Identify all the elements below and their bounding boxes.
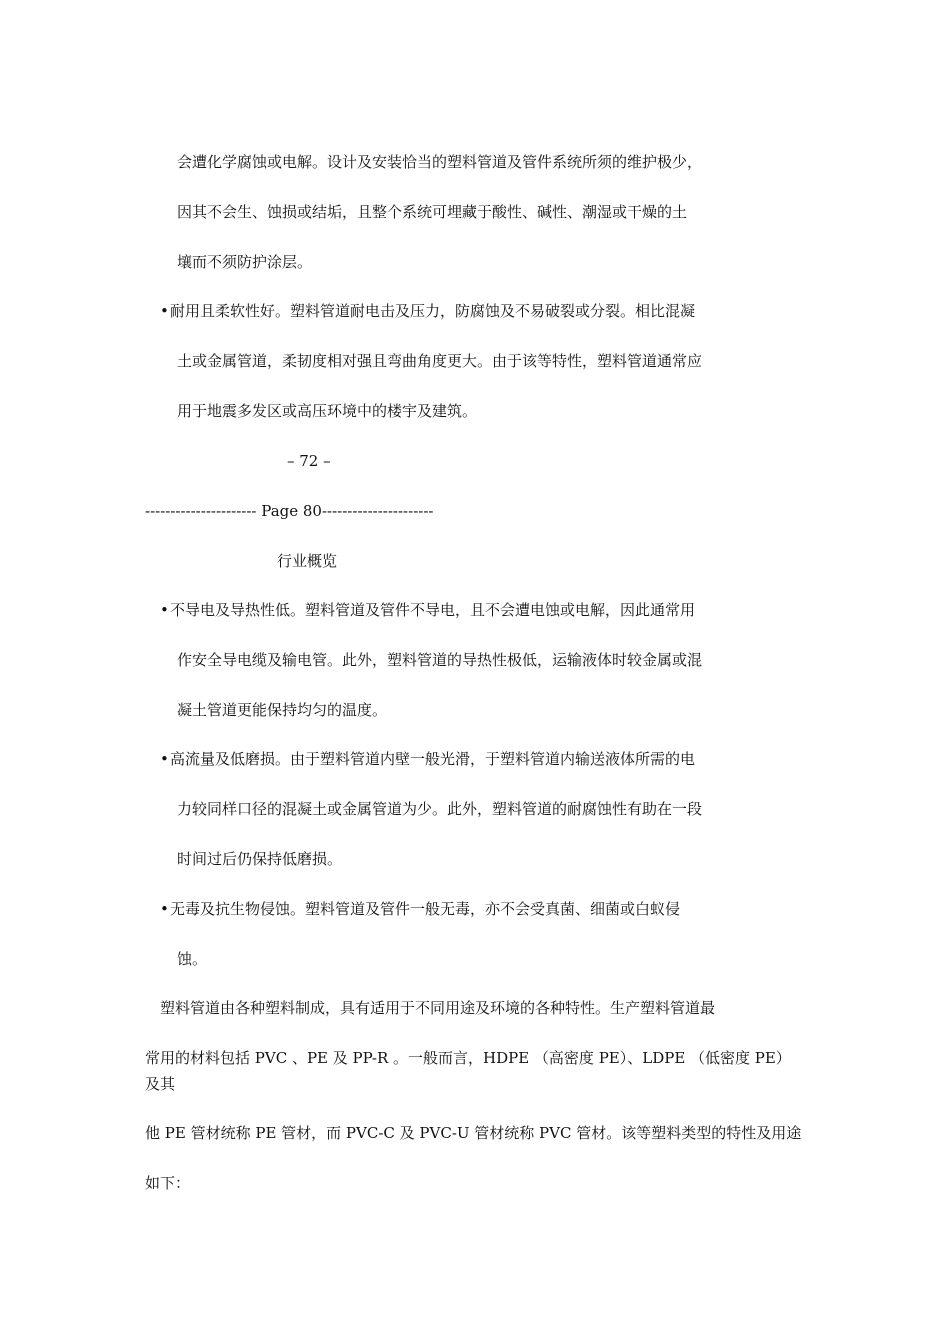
paragraph-line: 塑料管道由各种塑料制成，具有适用于不同用途及环境的各种特性。生产塑料管道最 — [160, 999, 716, 1017]
paragraph-line: 及其 — [145, 1075, 176, 1093]
paragraph-line: 会遭化学腐蚀或电解。设计及安装恰当的塑料管道及管件系统所须的维护极少， — [177, 153, 703, 171]
paragraph-line: 壤而不须防护涂层。 — [177, 253, 313, 271]
bullet-continuation: 凝土管道更能保持均匀的温度。 — [177, 701, 388, 719]
bullet-text: 耐用且柔软性好。塑料管道耐电击及压力，防腐蚀及不易破裂或分裂。相比混凝 — [170, 302, 696, 320]
bullet-item — [160, 749, 695, 769]
bullet-item — [160, 899, 680, 919]
bullet-item — [160, 600, 695, 620]
bullet-text: 高流量及低磨损。由于塑料管道内壁一般光滑，于塑料管道内输送液体所需的电 — [170, 750, 696, 768]
bullet-continuation: 作安全导电缆及输电管。此外，塑料管道的导热性极低，运输液体时较金属或混 — [177, 651, 703, 669]
bullet-continuation: 用于地震多发区或高压环境中的楼宇及建筑。 — [177, 402, 478, 420]
bullet-icon: • — [160, 302, 169, 320]
paragraph-line: 因其不会生、蚀损或结垢，且整个系统可埋藏于酸性、碱性、潮湿或干燥的土 — [177, 203, 688, 221]
bullet-item — [160, 301, 695, 321]
bullet-continuation: 时间过后仍保持低磨损。 — [177, 850, 343, 868]
page-separator: ---------------------- Page 80---------------------- — [145, 502, 434, 520]
bullet-icon: • — [160, 601, 169, 619]
bullet-continuation: 力较同样口径的混凝土或金属管道为少。此外，塑料管道的耐腐蚀性有助在一段 — [177, 800, 703, 818]
paragraph-line: 他 PE 管材统称 PE 管材，而 PVC-C 及 PVC-U 管材统称 PVC 管材。该等塑料类型的特性及用途 — [145, 1124, 802, 1142]
bullet-text: 不导电及导热性低。塑料管道及管件不导电，且不会遭电蚀或电解，因此通常用 — [170, 601, 696, 619]
paragraph-line: 如下： — [145, 1174, 191, 1192]
paragraph-line: 常用的材料包括 PVC 、PE 及 PP-R 。一般而言，HDPE （高密度 PE）、LDPE （低密度 PE） — [145, 1049, 791, 1067]
section-header: 行业概览 — [277, 552, 338, 570]
page-number: – 72 – — [287, 452, 331, 470]
bullet-continuation: 蚀。 — [177, 950, 208, 968]
bullet-icon: • — [160, 900, 169, 918]
bullet-icon: • — [160, 750, 169, 768]
bullet-continuation: 土或金属管道，柔韧度相对强且弯曲角度更大。由于该等特性，塑料管道通常应 — [177, 352, 703, 370]
bullet-text: 无毒及抗生物侵蚀。塑料管道及管件一般无毒，亦不会受真菌、细菌或白蚁侵 — [170, 900, 681, 918]
